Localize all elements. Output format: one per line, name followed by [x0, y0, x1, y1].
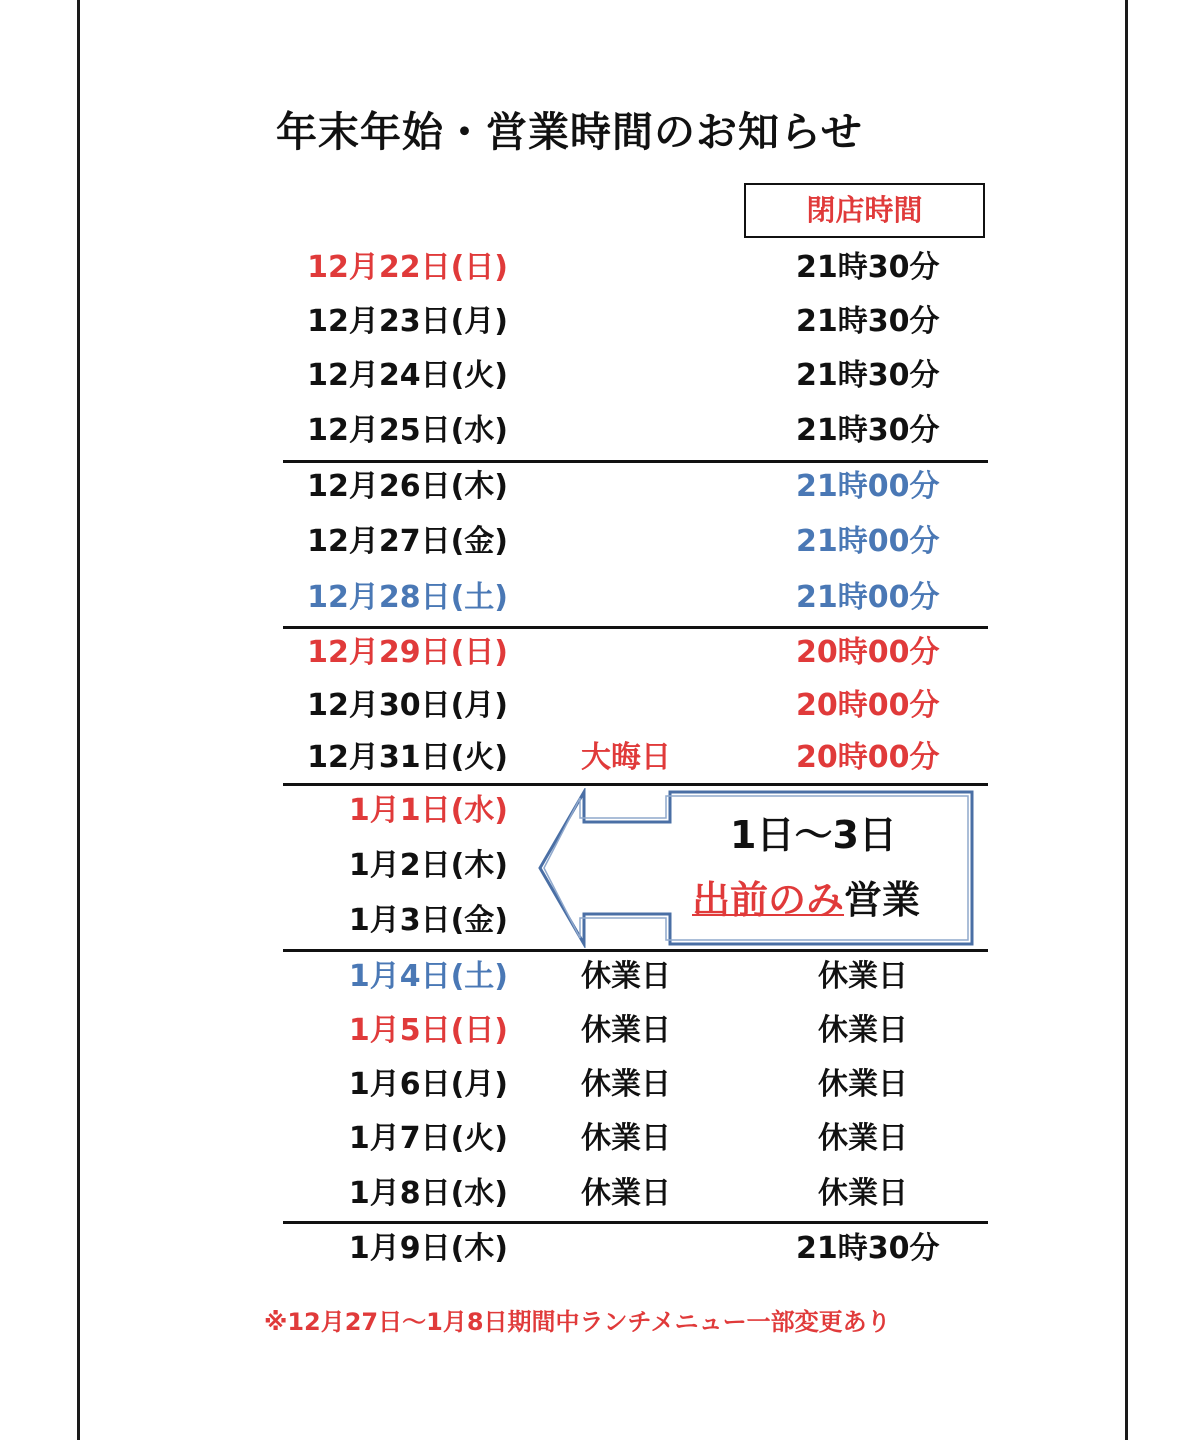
- row-time: 21時00分: [796, 580, 940, 615]
- row-date: 1月4日(土): [348, 959, 508, 994]
- schedule-row: [0, 950, 1188, 1004]
- row-time: 21時30分: [796, 413, 940, 448]
- row-note: 休業日: [581, 1013, 671, 1048]
- row-time: 21時30分: [796, 250, 940, 285]
- row-note: 休業日: [581, 1067, 671, 1102]
- schedule-row: [0, 679, 1188, 733]
- callout-open: 営業: [844, 878, 921, 922]
- schedule-row: [0, 515, 1188, 569]
- page-title: 年末年始・営業時間のお知らせ: [276, 108, 863, 156]
- row-date: 1月3日(金): [348, 903, 508, 938]
- row-date: 12月29日(日): [307, 635, 508, 670]
- row-note: 休業日: [581, 959, 671, 994]
- schedule-row: [0, 731, 1188, 785]
- row-time: 21時30分: [796, 358, 940, 393]
- closing-time-header: 閉店時間: [744, 183, 985, 238]
- row-date: 12月25日(水): [307, 413, 508, 448]
- schedule-row: [0, 1058, 1188, 1112]
- row-note: 大晦日: [581, 740, 671, 775]
- row-date: 1月8日(水): [348, 1176, 508, 1211]
- schedule-row: [0, 1112, 1188, 1166]
- section-divider: [283, 949, 988, 952]
- row-note: 休業日: [581, 1176, 671, 1211]
- row-time: 21時00分: [796, 524, 940, 559]
- row-date: 12月27日(金): [307, 524, 508, 559]
- row-date: 12月26日(木): [307, 469, 508, 504]
- row-date: 12月24日(火): [307, 358, 508, 393]
- row-date: 1月5日(日): [348, 1013, 508, 1048]
- row-time: 21時30分: [796, 1231, 940, 1266]
- schedule-row: [0, 404, 1188, 458]
- schedule-row: [0, 295, 1188, 349]
- row-date: 12月30日(月): [307, 688, 508, 723]
- row-date: 12月23日(月): [307, 304, 508, 339]
- row-note: 休業日: [581, 1121, 671, 1156]
- section-divider: [283, 626, 988, 629]
- row-date: 12月28日(土): [307, 580, 508, 615]
- schedule-row: [0, 349, 1188, 403]
- row-time: 20時00分: [796, 688, 940, 723]
- section-divider: [283, 783, 988, 786]
- row-time: 21時30分: [796, 304, 940, 339]
- schedule-row: [0, 571, 1188, 625]
- schedule-row: [0, 1004, 1188, 1058]
- row-date: 1月7日(火): [348, 1121, 508, 1156]
- callout-date-range: 1日～3日: [730, 813, 897, 857]
- row-time: 休業日: [818, 1067, 908, 1102]
- row-date: 12月31日(火): [307, 740, 508, 775]
- callout-delivery-only: 出前のみ: [692, 878, 845, 922]
- row-date: 12月22日(日): [307, 250, 508, 285]
- row-time: 休業日: [818, 959, 908, 994]
- row-date: 1月9日(木): [348, 1231, 508, 1266]
- row-time: 20時00分: [796, 635, 940, 670]
- row-date: 1月2日(木): [348, 848, 508, 883]
- callout-message: [692, 873, 920, 927]
- row-time: 休業日: [818, 1121, 908, 1156]
- schedule-row: [0, 626, 1188, 680]
- row-time: 休業日: [818, 1176, 908, 1211]
- schedule-row: [0, 1167, 1188, 1221]
- row-time: 21時00分: [796, 469, 940, 504]
- section-divider: [283, 460, 988, 463]
- row-date: 1月6日(月): [348, 1067, 508, 1102]
- schedule-row: [0, 460, 1188, 514]
- footnote: ※12月27日～1月8日期間中ランチメニュー一部変更あり: [264, 1308, 891, 1336]
- row-date: 1月1日(水): [348, 793, 508, 828]
- schedule-row: [0, 1222, 1188, 1276]
- row-time: 休業日: [818, 1013, 908, 1048]
- schedule-row: [0, 241, 1188, 295]
- row-time: 20時00分: [796, 740, 940, 775]
- section-divider: [283, 1221, 988, 1224]
